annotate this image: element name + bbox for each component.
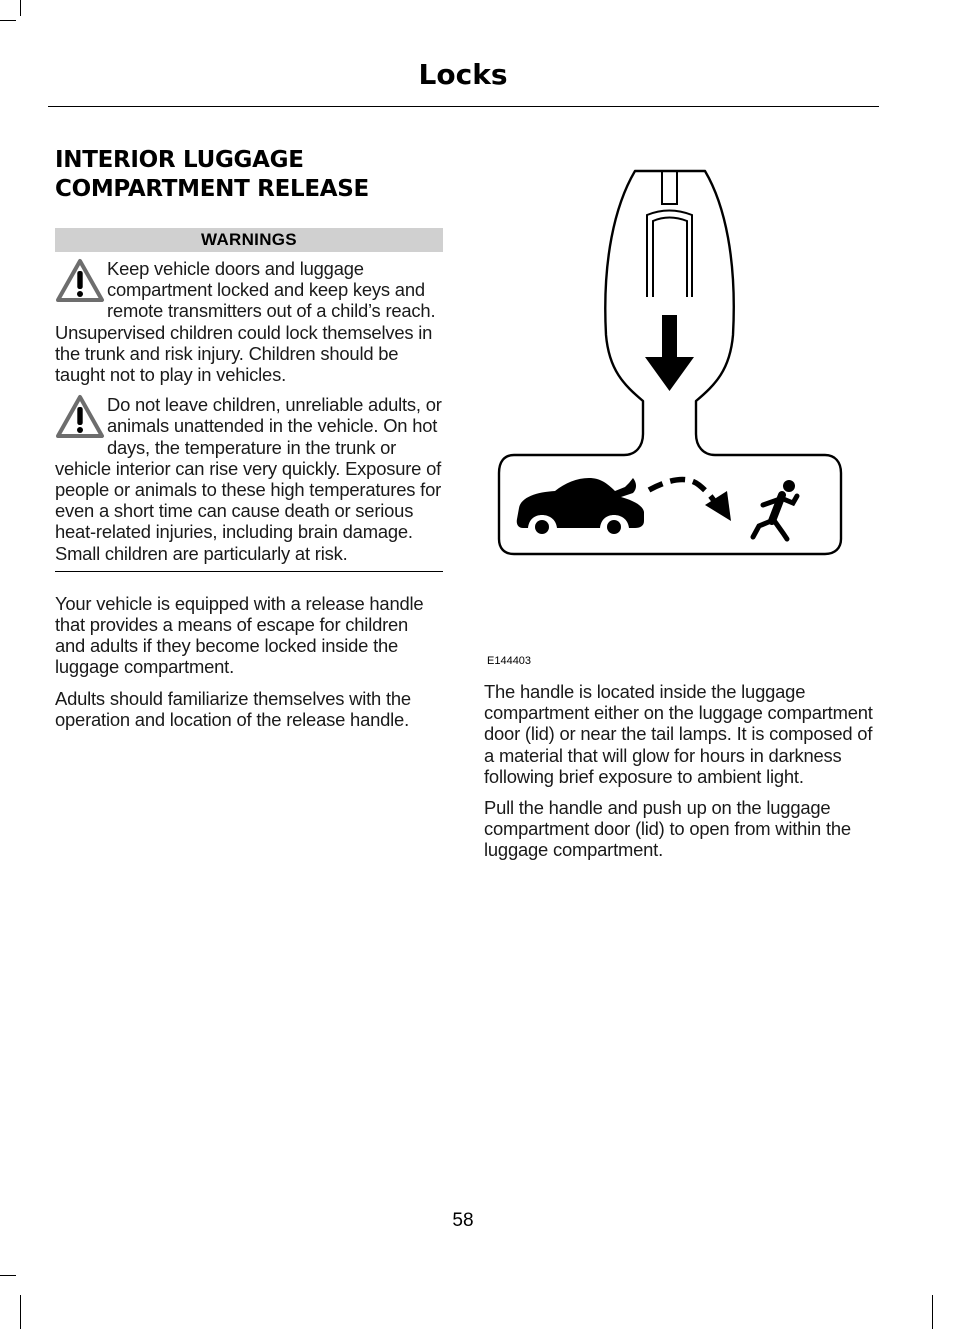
warning-triangle-icon <box>55 394 105 440</box>
crop-mark <box>20 1295 21 1329</box>
body-paragraph: Your vehicle is equipped with a release handle that provides a means of escape for children and adults if they become locked inside the luggage compartment. <box>55 592 424 678</box>
right-column <box>484 681 876 861</box>
page-number: 58 <box>452 1210 474 1231</box>
warning-text: Do not leave children, unreliable adults, or animals unattended in the vehicle. On hot days, the temperature in the trunk or vehicle interior can rise very quickly. Exposure of people or animals to these high temperatures for even a short time can cause death or serious heat-related injuries, including brain damage. Small children are particularly at risk. <box>55 394 442 564</box>
crop-mark <box>0 20 16 21</box>
warning-triangle-icon <box>55 258 105 304</box>
page-title: Locks <box>418 58 508 91</box>
section-title: INTERIOR LUGGAGE COMPARTMENT RELEASE <box>55 147 369 202</box>
warnings-divider <box>55 571 443 572</box>
crop-mark <box>932 1295 933 1329</box>
warning-text: Keep vehicle doors and luggage compartment locked and keep keys and remote transmitters out of a child’s reach. Unsupervised children could lock themselves in the trunk and risk injury. Children should be taught not to play in vehicles. <box>55 258 436 386</box>
release-handle-figure <box>497 165 843 557</box>
warning-item <box>55 394 443 564</box>
body-paragraph: Pull the handle and push up on the luggage compartment door (lid) to open from within the luggage compartment. <box>484 797 851 861</box>
header-divider <box>48 106 879 107</box>
warning-item <box>55 258 443 385</box>
figure-code: E144403 <box>487 655 532 667</box>
left-column <box>55 146 443 730</box>
body-paragraph: The handle is located inside the luggage compartment either on the luggage compartment door (lid) or near the tail lamps. It is composed of a material that will glow for hours in darkness following brief exposure to ambient light. <box>484 681 873 787</box>
crop-mark <box>0 1275 16 1276</box>
crop-mark <box>20 0 21 16</box>
body-paragraph: Adults should familiarize themselves with the operation and location of the release handle. <box>55 687 411 730</box>
warnings-heading: WARNINGS <box>55 228 443 252</box>
